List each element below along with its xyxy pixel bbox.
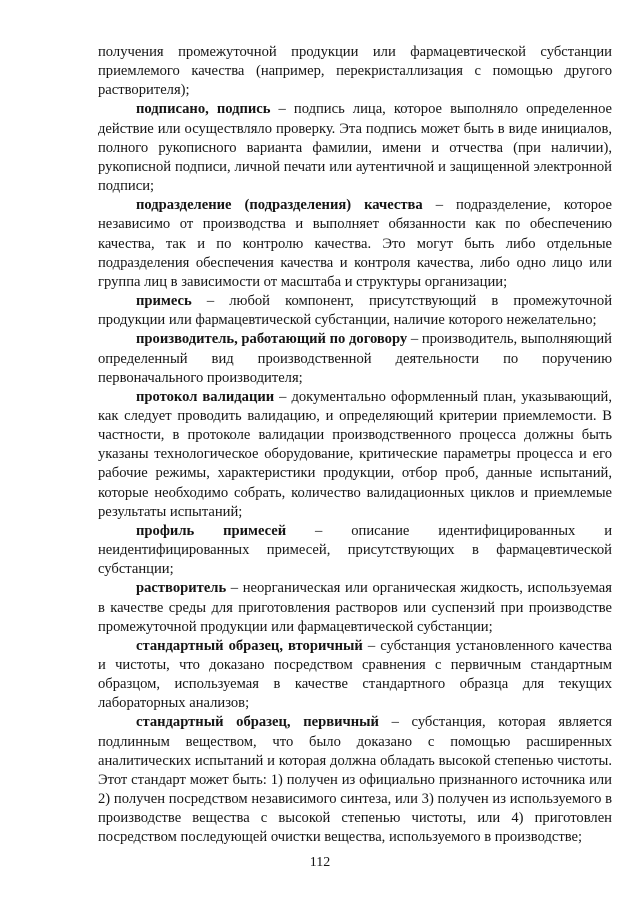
definition-text: документально оформленный план, указывающий, как следует проводить валидацию, и определяющий критерии приемлемости. В частности, в протоколе валидации производственного процесса должны быть указаны технологическое оборудование, критические параметры процесса и его рабочие режимы, характеристики продукции, отбор проб, данные испытаний, которые необходимо собрать, количество валидационных циклов и приемлемые результаты испытаний; bbox=[98, 388, 612, 520]
definition-term: подписано, подпись bbox=[136, 101, 271, 118]
definition-text: субстанция, которая является подлинным веществом, что было доказано с помощью расширенных аналитических испытаний и которая должна обладать высокой степенью чистоты. Этот стандарт может быть: 1) получен из официально признанного источника или 2) получен посредством независимого синтеза, или 3) получен из используемого в производстве вещества с высокой степенью чистоты, или 4) приготовлен посредством последующей очистки вещества, используемого в производстве; bbox=[98, 714, 613, 846]
definition-term: растворитель bbox=[136, 580, 227, 597]
definition-term: подразделение (подразделения) качества bbox=[136, 197, 423, 214]
definition-text: производитель, выполняющий определенный вид производственной деятельности по поручению первоначального производителя; bbox=[98, 331, 612, 386]
definition-text: субстанция установленного качества и чистоты, что доказано посредством сравнения с первичным стандартным образцом, используемая в качестве стандартного образца для текущих лабораторных анализов; bbox=[98, 637, 612, 712]
definition-quality-unit bbox=[98, 196, 612, 292]
definition-dash: – bbox=[378, 714, 412, 731]
definition-impurity bbox=[98, 292, 612, 330]
document-body bbox=[98, 43, 612, 848]
definition-dash: – bbox=[270, 101, 294, 118]
definition-term: стандартный образец, первичный bbox=[136, 714, 379, 731]
definition-text: описание идентифицированных и неидентифицированных примесей, присутствующих в фармацевтической субстанции; bbox=[98, 522, 613, 578]
definition-secondary-reference-standard bbox=[98, 637, 612, 714]
definition-term: профиль примесей bbox=[136, 522, 287, 539]
definition-term: стандартный образец, вторичный bbox=[136, 637, 363, 654]
definition-impurity-profile bbox=[98, 522, 612, 579]
definition-text: любой компонент, присутствующий в промежуточной продукции или фармацевтической субстанции, наличие которого нежелательно; bbox=[98, 293, 613, 329]
definition-dash: – bbox=[422, 197, 457, 214]
definition-validation-protocol bbox=[98, 388, 612, 522]
definition-term: производитель, работающий по договору bbox=[136, 331, 408, 348]
definition-dash: – bbox=[407, 331, 422, 348]
definition-dash: – bbox=[274, 388, 292, 405]
definition-signature bbox=[98, 100, 612, 196]
definition-contract-manufacturer bbox=[98, 330, 612, 387]
definition-primary-reference-standard bbox=[98, 713, 612, 847]
page-number: 112 bbox=[309, 855, 331, 870]
definition-text: неорганическая или органическая жидкость, используемая в качестве среды для приготовления растворов или суспензий при производстве промежуточной продукции или фармацевтической субстанции; bbox=[98, 580, 612, 635]
definition-solvent bbox=[98, 579, 612, 636]
definition-text: подразделение, которое независимо от производства и выполняет обязанности как по обеспечению качества, так и по контролю качества. Это могут быть либо отдельные подразделения обеспечения качества и контроля качества, либо одно лицо или группа лиц в зависимости от масштаба и структуры организации; bbox=[98, 197, 612, 290]
definition-dash: – bbox=[191, 293, 230, 310]
continuation-paragraph: получения промежуточной продукции или фармацевтической субстанции приемлемого качества (например, перекристаллизация с помощью другого растворителя); bbox=[98, 44, 612, 99]
definition-text: подпись лица, которое выполняло определенное действие или осуществляло проверку. Эта подпись может быть в виде инициалов, полного рукописного варианта фамилии, имени и отчества (при наличии), рукописной подписи, личной печати или аутентичной и защищенной электронной подписи; bbox=[98, 101, 613, 195]
definition-term: протокол валидации bbox=[136, 388, 275, 405]
definition-dash: – bbox=[286, 522, 352, 539]
definition-dash: – bbox=[226, 580, 243, 597]
definition-term: примесь bbox=[136, 293, 192, 310]
definition-dash: – bbox=[362, 637, 381, 654]
